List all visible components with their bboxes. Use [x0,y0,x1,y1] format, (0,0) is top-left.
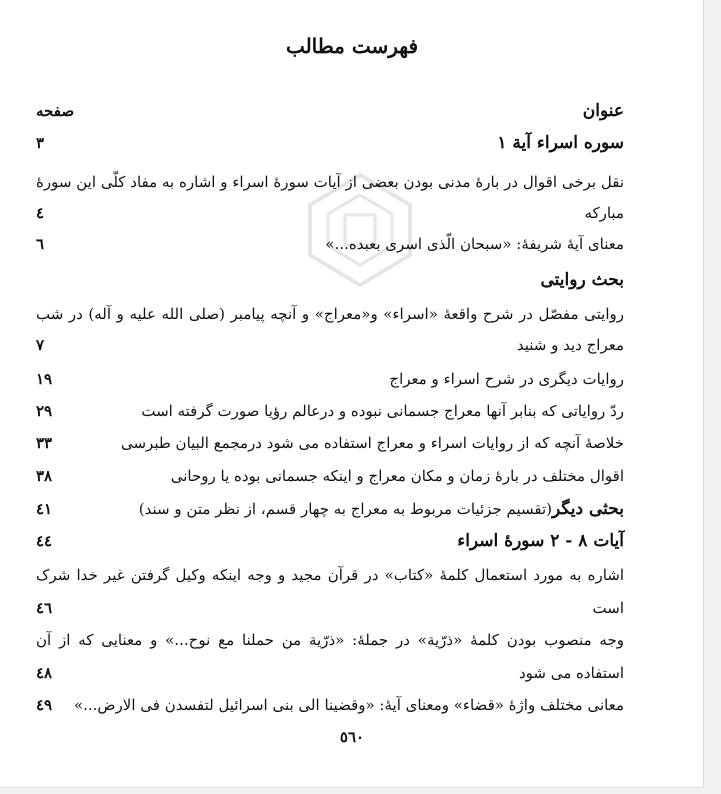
toc-entry-page: ٢٩ [36,402,53,420]
toc-entry [36,299,624,329]
toc-entry-page: ٣٨ [36,467,53,485]
toc-entry-text: بحثی دیگر [552,499,624,519]
toc-entry-page: ٤١ [36,500,53,518]
toc-entry [36,526,624,556]
toc-entry-text: معراج دید و شنید [516,336,624,354]
toc-entry [36,690,624,720]
toc-entry-page: ٣ [36,134,45,152]
toc-entry [36,229,624,259]
toc-entry [36,364,624,394]
toc-entry-page: ٤ [36,204,45,222]
toc-entry [36,128,624,158]
toc-entry-page: ٤٨ [36,664,53,682]
toc-entry-page: ١٩ [36,370,53,388]
toc-entry-subtext: (تقسیم جزئیات مربوط به معراج به چهار قسم، از نظر متن و سند) [138,500,552,518]
toc-entry-page: ٤٦ [36,599,53,617]
page-column-label: صفحه [36,102,75,120]
page-title: فهرست مطالب [285,34,419,58]
viewer-scrollbar[interactable] [703,0,721,794]
toc-entry-page: ٤٤ [36,532,53,550]
toc-entry [36,494,624,524]
toc-entry [36,265,624,295]
toc-entry-text: معنای آیهٔ شریفهٔ: «سبحان الّذی اسری بعبده...» [325,235,624,253]
toc-entry-text: مبارکه [584,204,624,222]
toc-entry [36,428,624,458]
toc-entry [36,167,624,197]
viewer-bottom-edge [0,787,704,794]
toc-entry [36,593,624,623]
toc-entry-text: است [592,599,624,617]
toc-entry-page: ٧ [36,336,45,354]
toc-entry-text: سوره اسراء آية ١ [497,133,624,153]
toc-entry-text: اقوال مختلف در بارهٔ زمان و مکان معراج و اینکه جسمانی بوده یا روحانی [170,467,624,485]
toc-entry-text: نقل برخی اقوال در بارهٔ مدنی بودن بعضی از آیات سورهٔ اسراء و اشاره به مفاد کلّی این سورهٔ [36,173,624,191]
toc-entry-page: ٦ [36,235,45,253]
toc-entry-text: روایات دیگری در شرح اسراء و معراج [389,370,624,388]
toc-entry-text: اشاره به مورد استعمال کلمهٔ «کتاب» در قرآن مجید و وجه اینکه وکیل گرفتن غیر خدا شرک [36,566,624,584]
toc-entry [36,560,624,590]
toc-entry [36,461,624,491]
toc-entry-text: معانی مختلف واژهٔ «قضاء» ومعنای آیهٔ: «وقضینا الی بنی اسرائیل لتفسدن فی الارض...» [73,696,624,714]
toc-entry-text: روایتی مفصّل در شرح واقعهٔ «اسراء» و«معراج» و آنچه پیامبر (صلی الله علیه و آله) در شب [36,305,624,323]
toc-entry-page: ٤٩ [36,696,53,714]
toc-entry-page: ٣٣ [36,434,53,452]
toc-entry [36,396,624,426]
toc-entry-text: خلاصهٔ آنچه که از روایات اسراء و معراج استفاده می شود درمجمع البیان طبرسی [120,434,624,452]
toc-entry [36,658,624,688]
toc-entry-text: استفاده می شود [518,664,624,682]
toc-entry-text-group [139,494,624,524]
toc-entry [36,625,624,655]
toc-entry [36,330,624,360]
toc-entry-text: وجه منصوب بودن کلمهٔ «ذرّیة» در جملهٔ: «ذرّیة من حملنا مع نوح...» و معنایی که از آن [36,631,624,649]
toc-entry-text: آیات ٨ - ٢ سورهٔ اسراء [457,531,624,551]
toc-entry-text: ردّ روایاتی که بنابر آنها معراج جسمانی نبوده و درعالم رؤیا صورت گرفته است [141,402,624,420]
subject-column-label: عنوان [582,101,624,121]
toc-header [36,96,624,126]
toc-entry-text: بحث روایتی [540,270,624,290]
toc-entry [36,198,624,228]
page-number: ٥٦٠ [339,728,365,746]
